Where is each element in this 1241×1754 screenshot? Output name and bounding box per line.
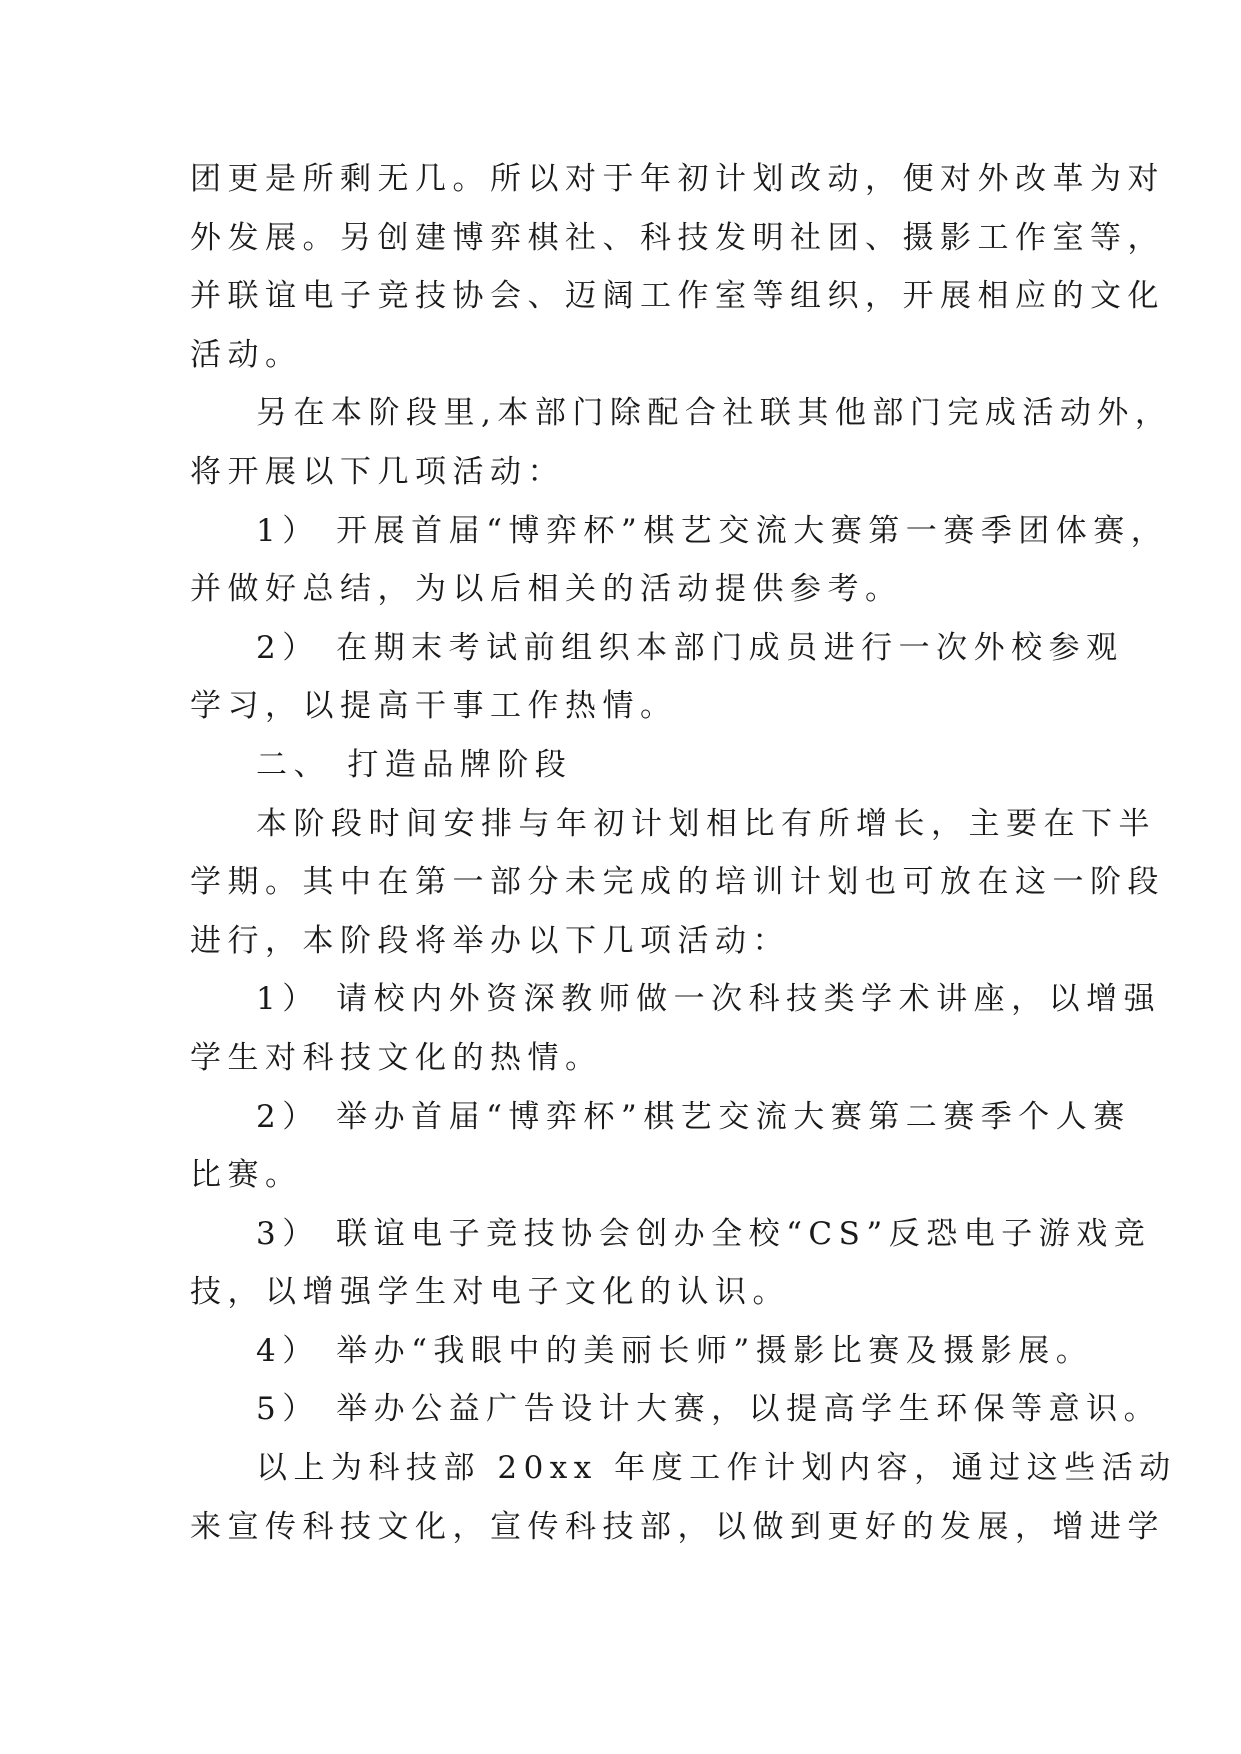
text-line: 比赛。: [190, 1157, 303, 1194]
text-line: 学期。其中在第一部分未完成的培训计划也可放在这一阶段: [190, 864, 1165, 901]
paragraph-start-line: 以上为科技部 20xx 年度工作计划内容，通过这些活动: [256, 1450, 1177, 1487]
text-line: 学生对科技文化的热情。: [190, 1039, 603, 1076]
paragraph-start-line: 本阶段时间安排与年初计划相比有所增长，主要在下半: [256, 805, 1156, 842]
text-line: 外发展。另创建博弈棋社、科技发明社团、摄影工作室等，: [190, 219, 1165, 256]
list-item-line: 2） 举办首届“博弈杯”棋艺交流大赛第二赛季个人赛: [256, 1098, 1131, 1135]
paragraph-start-line: 另在本阶段里,本部门除配合社联其他部门完成活动外，: [256, 395, 1173, 432]
text-line: 团更是所剩无几。所以对于年初计划改动，便对外改革为对: [190, 161, 1165, 197]
list-item-line: 1） 请校内外资深教师做一次科技类学术讲座，以增强: [256, 981, 1162, 1018]
section-heading: 二、 打造品牌阶段: [256, 746, 573, 783]
list-item-line: 5） 举办公益广告设计大赛，以提高学生环保等意识。: [256, 1391, 1162, 1428]
text-line: 并做好总结，为以后相关的活动提供参考。: [190, 571, 903, 608]
text-line: 并联谊电子竞技协会、迈阔工作室等组织，开展相应的文化: [190, 278, 1165, 315]
list-item-line: 1） 开展首届“博弈杯”棋艺交流大赛第一赛季团体赛，: [256, 512, 1169, 549]
list-item-line: 4） 举办“我眼中的美丽长师”摄影比赛及摄影展。: [256, 1332, 1094, 1369]
text-line: 技，以增强学生对电子文化的认识。: [190, 1274, 790, 1311]
text-line: 进行，本阶段将举办以下几项活动：: [190, 922, 790, 959]
list-item-line: 3） 联谊电子竞技协会创办全校“CS”反恐电子游戏竞: [256, 1215, 1152, 1252]
text-line: 来宣传科技文化，宣传科技部，以做到更好的发展，增进学: [190, 1508, 1165, 1545]
text-line: 学习，以提高干事工作热情。: [190, 688, 678, 725]
text-line: 将开展以下几项活动：: [190, 453, 565, 490]
list-item-line: 2） 在期末考试前组织本部门成员进行一次外校参观: [256, 629, 1124, 666]
text-line: 活动。: [190, 336, 303, 373]
body-text: [190, 150, 1177, 1556]
